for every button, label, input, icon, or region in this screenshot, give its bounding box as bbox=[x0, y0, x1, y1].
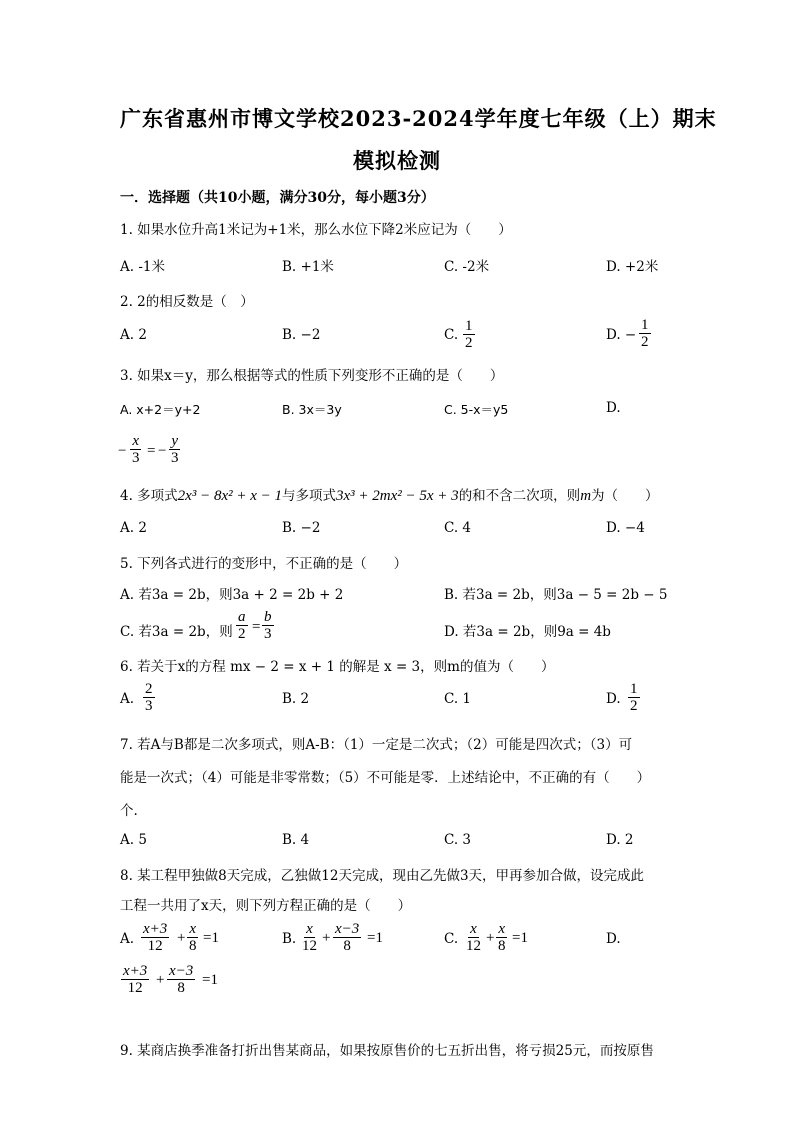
q7-line1: 7. 若A与B都是二次多项式，则A-B：（1）一定是二次式；（2）可能是四次式；（3）可 bbox=[120, 737, 633, 753]
q8-a-plus: + bbox=[177, 930, 186, 946]
q8-b-plus: + bbox=[322, 930, 331, 946]
q3-d-minus-1: − bbox=[118, 443, 127, 459]
q8-d-plus: + bbox=[156, 972, 165, 988]
q3-d-equals: = bbox=[147, 443, 156, 459]
q4-polynomial-1: 2x³ − 8x² + x − 1 bbox=[177, 488, 283, 504]
q7-option-d: D. 2 bbox=[606, 832, 634, 848]
q8-option-a: A. bbox=[120, 931, 135, 947]
q3-option-c: C. 5-x＝y5 bbox=[444, 402, 509, 417]
q8-a-rhs: =1 bbox=[203, 930, 219, 946]
q2-stem: 2. 2的相反数是（ ） bbox=[120, 294, 254, 310]
q8-b-fraction-2: $\frac{x-3}{8}$ bbox=[335, 921, 360, 954]
q8-a-fraction-1: $\frac{x+3}{12}$ bbox=[143, 921, 168, 954]
page-title-line2: 模拟检测 bbox=[353, 148, 441, 173]
q6-option-a-fraction: $\frac{2}{3}$ bbox=[145, 681, 153, 714]
q5-c-fraction-a: $\frac{a}{2}$ bbox=[238, 609, 246, 642]
q7-line3: 个. bbox=[120, 803, 138, 819]
q2-option-b: B. −2 bbox=[282, 327, 321, 343]
q5-option-d: D. 若3a = 2b，则9a = 4b bbox=[444, 624, 611, 640]
q4-option-c: C. 4 bbox=[444, 520, 472, 536]
q8-d-fraction-2: $\frac{x-3}{8}$ bbox=[169, 963, 194, 996]
q1-option-d: D. +2米 bbox=[606, 259, 659, 275]
q3-option-b: B. 3x＝3y bbox=[282, 402, 342, 417]
q8-option-d: D. bbox=[606, 931, 621, 947]
q3-d-fraction-right: $\frac{y}{3}$ bbox=[171, 433, 179, 466]
q4-option-a: A. 2 bbox=[120, 520, 147, 536]
q8-c-fraction-2: $\frac{x}{8}$ bbox=[498, 921, 506, 954]
q8-line1: 8. 某工程甲独做8天完成，乙独做12天完成，现由乙先做3天，甲再参加合做，设完成此 bbox=[120, 868, 645, 884]
q7-option-b: B. 4 bbox=[282, 832, 310, 848]
q1-stem: 1. 如果水位升高1米记为+1米，那么水位下降2米应记为（ ） bbox=[120, 222, 512, 238]
q8-d-rhs: =1 bbox=[202, 972, 218, 988]
q3-option-d: D. bbox=[606, 400, 621, 416]
q7-option-a: A. 5 bbox=[120, 832, 147, 848]
q3-d-minus-2: − bbox=[158, 443, 167, 459]
q9-line1: 9. 某商店换季准备打折出售某商品，如果按原售价的七五折出售，将亏损25元，而按原售 bbox=[120, 1043, 654, 1059]
q8-c-fraction-1: $\frac{x}{12}$ bbox=[466, 921, 481, 954]
q6-option-d-fraction: $\frac{1}{2}$ bbox=[630, 681, 638, 714]
q7-option-c: C. 3 bbox=[444, 832, 472, 848]
q8-option-b: B. bbox=[282, 931, 297, 947]
q5-c-fraction-b: $\frac{b}{3}$ bbox=[264, 609, 272, 642]
q8-c-rhs: =1 bbox=[512, 930, 528, 946]
q4-option-d: D. −4 bbox=[606, 520, 645, 536]
q6-option-a: A. bbox=[120, 691, 135, 707]
q4-option-b: B. −2 bbox=[282, 520, 321, 536]
q7-line2: 能是一次式；（4）可能是非零常数；（5）不可能是零．上述结论中，不正确的有（ ） bbox=[120, 770, 651, 786]
q3-d-fraction-left: $\frac{x}{3}$ bbox=[132, 433, 140, 466]
q2-option-d-fraction: $\frac{1}{2}$ bbox=[641, 317, 649, 350]
q5-option-c: C. 若3a = 2b，则 bbox=[120, 624, 233, 640]
q2-option-a: A. 2 bbox=[120, 327, 147, 343]
page-title-line1: 广东省惠州市博文学校2023-2024学年度七年级（上）期末 bbox=[120, 106, 717, 131]
q8-b-fraction-1: $\frac{x}{12}$ bbox=[302, 921, 317, 954]
q8-b-rhs: =1 bbox=[367, 930, 383, 946]
q8-a-fraction-2: $\frac{x}{8}$ bbox=[189, 921, 197, 954]
q1-option-c: C. -2米 bbox=[444, 259, 490, 275]
q2-option-c-fraction: $\frac{1}{2}$ bbox=[465, 318, 473, 351]
q8-line2: 工程一共用了x天，则下列方程正确的是（ ） bbox=[120, 898, 412, 914]
q6-option-d: D. bbox=[606, 691, 621, 707]
q8-option-c: C. bbox=[444, 931, 459, 947]
q5-option-b: B. 若3a = 2b，则3a − 5 = 2b − 5 bbox=[444, 587, 668, 603]
q4-stem: 4. 多项式2x³ − 8x² + x − 1与多项式3x³ + 2mx² − 5x + 3的和不含二次项，则m为（ ） bbox=[120, 488, 659, 504]
q1-option-a: A. -1米 bbox=[120, 259, 165, 275]
q1-option-b: B. +1米 bbox=[282, 259, 334, 275]
q4-polynomial-2: 3x³ + 2mx² − 5x + 3 bbox=[336, 488, 459, 504]
q8-d-fraction-1: $\frac{x+3}{12}$ bbox=[123, 963, 148, 996]
q5-option-a: A. 若3a = 2b，则3a + 2 = 2b + 2 bbox=[120, 587, 344, 603]
q8-c-plus: + bbox=[486, 930, 495, 946]
q3-option-a: A. x+2＝y+2 bbox=[120, 402, 201, 417]
section-heading: 一．选择题（共10小题，满分30分，每小题3分） bbox=[120, 190, 435, 206]
q5-c-equals: = bbox=[252, 619, 261, 635]
q3-stem: 3. 如果x＝y，那么根据等式的性质下列变形不正确的是（ ） bbox=[120, 368, 504, 384]
q2-option-c: C. bbox=[444, 327, 459, 343]
q2-option-d: D. − bbox=[606, 327, 637, 343]
q6-option-b: B. 2 bbox=[282, 691, 310, 707]
q5-stem: 5. 下列各式进行的变形中，不正确的是（ ） bbox=[120, 556, 408, 572]
q6-stem: 6. 若关于x的方程 mx − 2 = x + 1 的解是 x = 3，则m的值为（ ） bbox=[120, 659, 555, 675]
q6-option-c: C. 1 bbox=[444, 691, 472, 707]
